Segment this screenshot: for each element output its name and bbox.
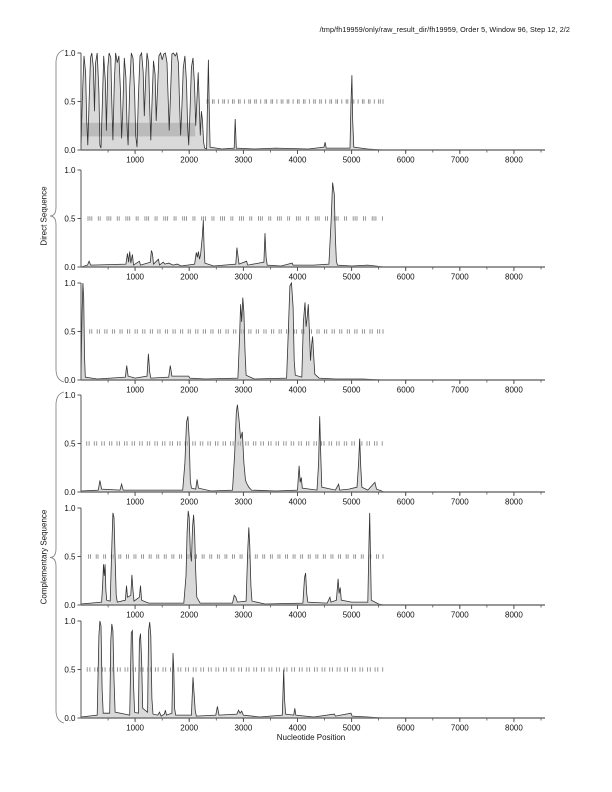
x-tick-label: 5000 [342, 385, 361, 395]
chart-title: /tmp/fh19959/only/raw_result_dir/fh19959, Order 5, Window 96, Step 12, 2/2 [319, 25, 570, 34]
x-tick-label: 4000 [288, 155, 307, 165]
y-tick-label: 0.5 [64, 665, 76, 675]
y-tick-label: 0.5 [64, 214, 76, 224]
y-tick-label: 0.5 [64, 552, 76, 562]
x-tick-label: 6000 [396, 385, 415, 395]
y-tick-label: 1.0 [64, 503, 76, 513]
x-tick-label: 3000 [234, 155, 253, 165]
x-tick-label: 2000 [180, 497, 199, 507]
x-tick-label: 8000 [505, 385, 523, 395]
x-tick-label: 1000 [126, 497, 144, 507]
x-tick-label: 1000 [126, 155, 144, 165]
y-tick-label: 0.5 [64, 439, 76, 449]
x-tick-label: 1000 [126, 272, 144, 282]
x-tick-label: 8000 [505, 155, 523, 165]
probability-curve-fill [81, 183, 384, 267]
group-label-direct-sequence: Direct Sequence [39, 186, 49, 246]
x-tick-label: 4000 [288, 610, 307, 620]
y-tick-label: 0.0 [64, 713, 76, 723]
x-tick-label: 5000 [342, 610, 361, 620]
x-tick-label: 8000 [505, 272, 523, 282]
probability-curve-fill [81, 283, 384, 380]
x-tick-label: 6000 [396, 272, 415, 282]
x-tick-label: 6000 [396, 497, 415, 507]
probability-curve [81, 183, 384, 267]
y-tick-label: 0.5 [64, 327, 76, 337]
x-tick-label: 8000 [505, 723, 523, 733]
y-tick-label: 0.0 [64, 375, 76, 385]
x-tick-label: 7000 [450, 610, 469, 620]
probability-curve-fill [81, 621, 384, 718]
x-tick-label: 7000 [450, 385, 469, 395]
x-tick-label: 5000 [342, 497, 361, 507]
x-tick-label: 4000 [288, 385, 307, 395]
direct-sequence-brace [50, 50, 64, 382]
x-tick-label: 7000 [450, 497, 469, 507]
y-tick-label: 0.0 [64, 487, 76, 497]
x-tick-label: 8000 [505, 610, 523, 620]
orf-markers [207, 99, 383, 103]
x-tick-label: 3000 [234, 272, 253, 282]
probability-curve [81, 283, 384, 380]
y-tick-label: 0.5 [64, 97, 76, 107]
orf-markers [90, 329, 383, 333]
orf-markers [87, 441, 383, 445]
x-tick-label: 1000 [126, 610, 144, 620]
y-tick-label: 0.0 [64, 145, 76, 155]
x-tick-label: 4000 [288, 497, 307, 507]
x-tick-label: 2000 [180, 723, 199, 733]
x-tick-label: 6000 [396, 155, 415, 165]
panel-complementary-frame-2 [64, 504, 545, 620]
x-tick-label: 8000 [505, 497, 523, 507]
x-tick-label: 3000 [234, 385, 253, 395]
x-tick-label: 7000 [450, 155, 469, 165]
y-tick-label: 1.0 [64, 390, 76, 400]
y-tick-label: 1.0 [64, 48, 76, 58]
panel-direct-frame-3 [64, 279, 545, 395]
probability-curve [81, 621, 384, 718]
x-tick-label: 7000 [450, 723, 469, 733]
x-tick-label: 2000 [180, 385, 199, 395]
x-tick-label: 4000 [288, 272, 307, 282]
orf-markers [89, 554, 383, 558]
y-tick-label: 1.0 [64, 165, 76, 175]
probability-curve [81, 405, 384, 492]
x-tick-label: 3000 [234, 497, 253, 507]
y-tick-label: 1.0 [64, 278, 76, 288]
panel-direct-frame-2 [64, 166, 545, 282]
y-tick-label: 0.0 [64, 262, 76, 272]
panel-direct-frame-1 [64, 49, 545, 165]
x-tick-label: 1000 [126, 723, 144, 733]
x-tick-label: 4000 [288, 723, 307, 733]
group-label-complementary-sequence: Complementary Sequence [39, 509, 49, 605]
x-tick-label: 2000 [180, 610, 199, 620]
x-tick-label: 3000 [234, 723, 253, 733]
x-tick-label: 2000 [180, 155, 199, 165]
x-tick-label: 6000 [396, 610, 415, 620]
x-tick-label: 6000 [396, 723, 415, 733]
x-tick-label: 5000 [342, 272, 361, 282]
y-tick-label: 1.0 [64, 616, 76, 626]
panel-complementary-frame-1 [64, 391, 545, 507]
x-tick-label: 1000 [126, 385, 144, 395]
probability-curve-fill [81, 405, 384, 492]
orf-markers [88, 216, 382, 220]
x-tick-label: 5000 [342, 723, 361, 733]
panel-complementary-frame-3 [64, 617, 545, 733]
y-tick-label: 0.0 [64, 600, 76, 610]
x-tick-label: 3000 [234, 610, 253, 620]
x-tick-label: 5000 [342, 155, 361, 165]
x-tick-label: 2000 [180, 272, 199, 282]
x-tick-label: 7000 [450, 272, 469, 282]
complementary-sequence-brace [50, 392, 64, 723]
x-axis-title: Nucleotide Position [276, 733, 346, 742]
